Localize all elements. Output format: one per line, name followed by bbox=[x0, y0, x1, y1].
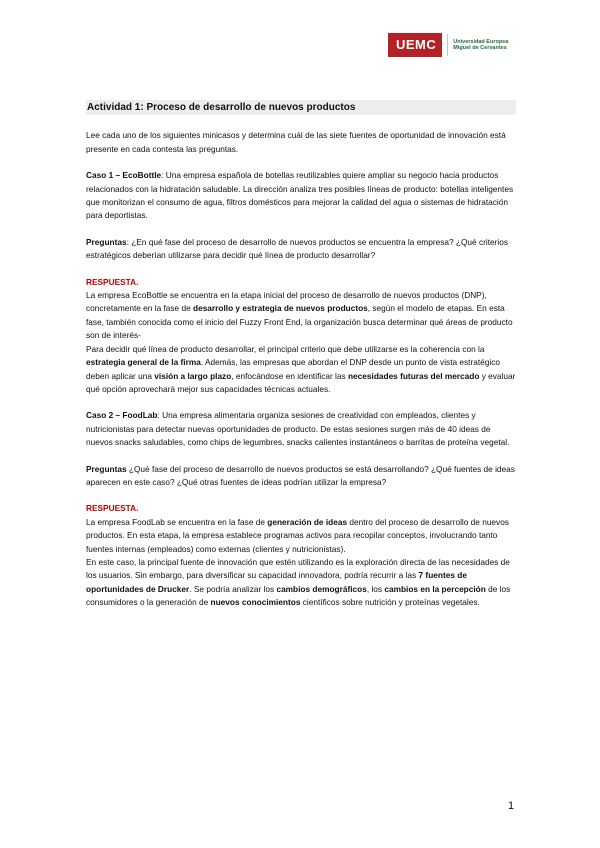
activity-title: Actividad 1: Proceso de desarrollo de nuevos productos bbox=[86, 100, 516, 115]
case2-questions-text: ¿Qué fase del proceso de desarrollo de nuevos productos se está desarrollando? ¿Qué fuentes de ideas aparecen en este caso? ¿Qué otras fuentes de ideas podrían utilizar la empresa? bbox=[86, 463, 515, 487]
case1-questions-label: Preguntas bbox=[86, 236, 127, 247]
case1-description bbox=[86, 169, 516, 223]
bold-run: necesidades futuras del mercado bbox=[347, 370, 480, 381]
bold-run: desarrollo y estrategia de nuevos productos bbox=[193, 303, 368, 314]
logo-brand: UEMC bbox=[388, 33, 442, 57]
bold-run: estrategia general de la firma bbox=[86, 357, 201, 368]
case2-questions bbox=[86, 463, 516, 490]
case1-response-label: RESPUESTA. bbox=[86, 276, 139, 287]
text-run: En este caso, la principal fuente de innovación que estén utilizando es la exploración directa de las necesidades de los usuarios. Sin embargo, para diversificar su capacidad innovadora, podría recurrir a las bbox=[86, 556, 510, 581]
text-run: Para decidir qué línea de producto desarrollar, el principal criterio que debe utilizarse es la coherencia con la bbox=[86, 343, 485, 354]
page-number: 1 bbox=[508, 800, 515, 812]
text-run: , según el modelo de etapas. En esta fase, también conocida como el inicio del Fuzzy Front End, la organización busca determinar qué áreas de producto son de interés- bbox=[86, 303, 513, 341]
text-run: . Se podría analizar los bbox=[189, 583, 277, 594]
case1-questions bbox=[86, 236, 516, 263]
bold-run: visión a largo plazo bbox=[154, 370, 232, 381]
text-run: . Además, las empresas que abordan el DNP desde un punto de vista estratégico deben aplicar una bbox=[86, 357, 501, 381]
text-run: , enfocándose en identificar las bbox=[231, 370, 348, 381]
case1-response-p1 bbox=[86, 289, 516, 343]
case1-text: : Una empresa española de botellas reutilizables quiere ampliar su negocio hacia productos relacionados con la hidratación saludable. La dirección analiza tres posibles líneas de producto: botellas inteligentes que monitorizan el consumo de agua, filtros domésticos para mejorar la calidad del agua o sistemas de hidratación para deportistas. bbox=[86, 170, 514, 221]
case1-response-p2 bbox=[86, 343, 516, 397]
bold-run: generación de ideas bbox=[267, 516, 348, 527]
university-logo bbox=[388, 33, 508, 57]
case2-description bbox=[86, 409, 516, 449]
logo-subtitle-line1: Universidad Europea bbox=[453, 38, 509, 45]
logo-subtitle bbox=[453, 39, 508, 52]
text-run: y evaluar qué opción aprovechará mejor sus capacidades técnicas actuales. bbox=[86, 370, 516, 394]
logo-divider bbox=[447, 34, 448, 56]
logo-subtitle-line2: Miguel de Cervantes bbox=[453, 45, 507, 51]
text-run: , los bbox=[366, 583, 385, 594]
case1-label: Caso 1 – EcoBottle bbox=[86, 170, 162, 181]
case2-response-p1 bbox=[86, 516, 516, 556]
text-run: científicos sobre nutrición y proteínas vegetales. bbox=[300, 597, 480, 608]
bold-run: cambios en la percepción bbox=[384, 583, 486, 594]
bold-run: cambios demográficos bbox=[276, 583, 367, 594]
case2-response-p2 bbox=[86, 556, 516, 610]
text-run: dentro del proceso de desarrollo de nuevos productos. En esta etapa, la empresa establece programas activos para recopilar conceptos, involucrando tanto fuentes internas (empleados) como externas (clientes y nutricionistas). bbox=[86, 516, 509, 554]
intro-paragraph: Lee cada uno de los siguientes minicasos y determina cuál de las siete fuentes de oportunidad de innovación está presente en cada contesta las preguntas. bbox=[86, 130, 506, 154]
case2-label: Caso 2 – FoodLab bbox=[86, 410, 158, 421]
bold-run: 7 fuentes de oportunidades de Drucker bbox=[86, 570, 467, 594]
bold-run: nuevos conocimientos bbox=[210, 597, 301, 608]
document-body bbox=[86, 100, 516, 610]
text-run: de los consumidores o la generación de bbox=[86, 583, 511, 608]
text-run: La empresa FoodLab se encuentra en la fase de bbox=[86, 516, 268, 527]
text-run: La empresa EcoBottle se encuentra en la etapa inicial del proceso de desarrollo de nuevos productos (DNP), concretamente en la fase de bbox=[86, 290, 487, 314]
case1-questions-text: : ¿En qué fase del proceso de desarrollo de nuevos productos se encuentra la empresa? ¿Qué criterios estratégicos deberían utilizarse para decidir qué línea de producto desarrollar? bbox=[86, 236, 508, 261]
case2-text: : Una empresa alimentaria organiza sesiones de creatividad con empleados, clientes y nutricionistas para detectar nuevas oportunidades de producto. De estas sesiones surgen más de 40 ideas de nuevos snacks saludables, como chips de legumbres, snacks calientes instantáneos o barritas de proteína vegetal. bbox=[86, 410, 510, 448]
case2-questions-label: Preguntas bbox=[86, 463, 127, 474]
case2-response-label: RESPUESTA. bbox=[86, 503, 139, 514]
